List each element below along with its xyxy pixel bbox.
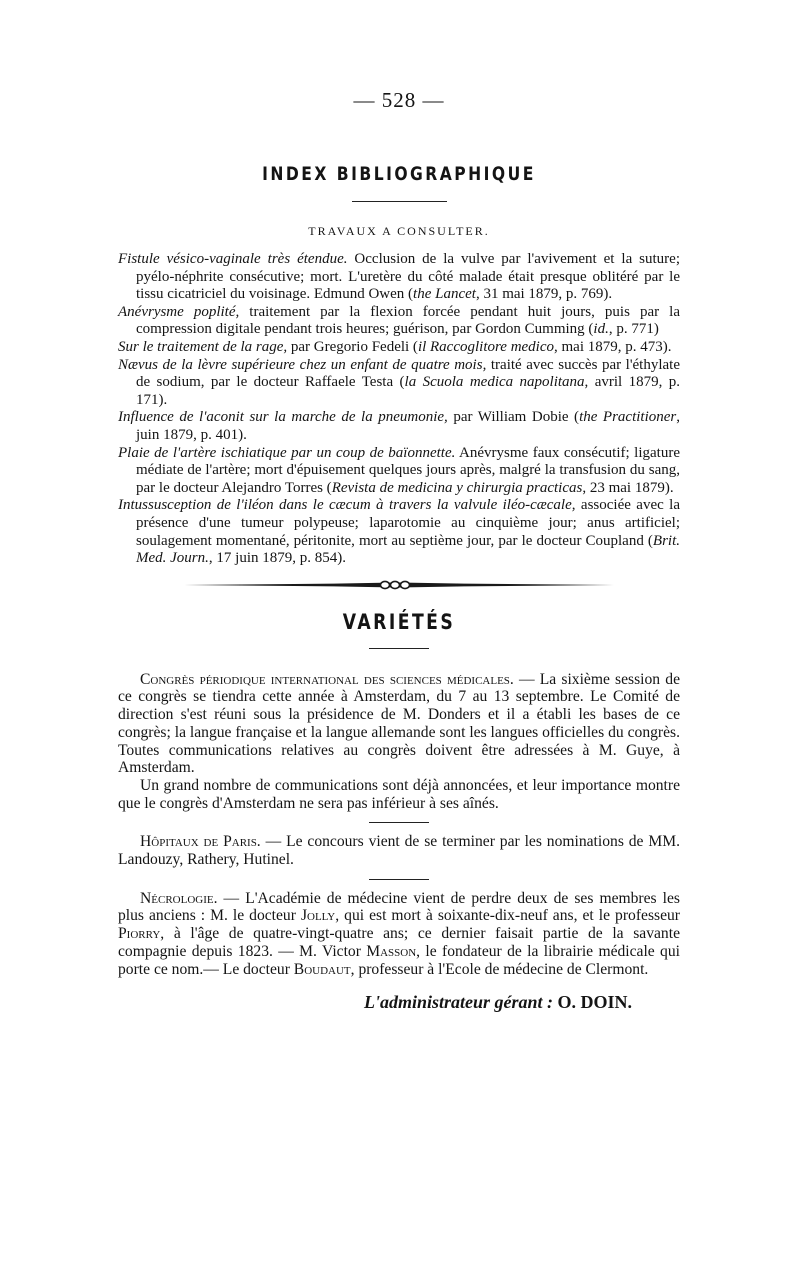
index-subtitle: TRAVAUX A CONSULTER. (308, 224, 490, 238)
bibliography-entry: Fistule vésico-vaginale très étendue. Occlusion de la vulve par l'avivement et la suture; pyélo-néphrite consécutive; mort. L'uretère du côté malade était presque oblitéré par le tissu cicatriciel du voisinage. Edmund Owen (the Lancet, 31 mai 1879, p. 769). (118, 251, 680, 303)
ornament-divider (118, 580, 680, 590)
index-title: INDEX BIBLIOGRAPHIQUE (262, 163, 536, 185)
bibliography-entry: Intussusception de l'iléon dans le cæcum à travers la valvule iléo-cæcale, associée avec la présence d'une tumeur polypeuse; laparotomie au cinquième jour; anus artificiel; soulagement momentané, péritonite, mort au septième jour, par le docteur Coupland (Brit. Med. Journ., 17 juin 1879, p. 854). (118, 497, 680, 567)
bibliography-entry: Sur le traitement de la rage, par Gregorio Fedeli (il Raccoglitore medico, mai 1879, p. 473). (118, 338, 672, 355)
section-rule (369, 879, 429, 880)
title-rule (352, 201, 447, 202)
bibliography-entry: Influence de l'aconit sur la marche de la pneumonie, par William Dobie (the Practitioner, juin 1879, p. 401). (118, 409, 680, 443)
news-section (118, 671, 680, 979)
varietes-title: VARIÉTÉS (342, 609, 456, 634)
congres-heading: Congrès périodique international des sciences médicales. (140, 670, 514, 688)
signature-name: O. DOIN. (557, 992, 632, 1013)
congres-paragraph-2: Un grand nombre de communications sont déjà annoncées, et leur importance montre que le congrès d'Amsterdam ne sera pas inférieur à ses aînés. (118, 776, 680, 812)
document-page (118, 88, 680, 1013)
signature-role: L'administrateur gérant : (363, 992, 553, 1013)
hopitaux-heading: Hôpitaux de Paris. (140, 833, 261, 851)
necrologie-heading: Nécrologie. (140, 889, 218, 907)
bibliography-list (118, 251, 680, 568)
page-number: — 528 — (353, 88, 445, 112)
bibliography-entry: Anévrysme poplité, traitement par la flexion forcée pendant huit jours, puis par la compression digitale pendant trois heures; guérison, par Gordon Cumming (id., p. 771) (118, 303, 680, 338)
signature (118, 992, 680, 1013)
hopitaux-paragraph: Hôpitaux de Paris. — Le concours vient de se terminer par les nominations de MM. Landouzy, Rathery, Hutinel. (118, 833, 680, 869)
necrologie-paragraph: Nécrologie. — L'Académie de médecine vient de perdre deux de ses membres les plus anciens : M. le docteur Jolly, qui est mort à soixante-dix-neuf ans, et le professeur Piorry, à l'âge de quatre-vingt-quatre ans; ce dernier faisait partie de la savante compagnie depuis 1823. — M. Victor Masson, le fondateur de la librairie médicale qui porte ce nom.— Le docteur Boudaut, professeur à l'Ecole de médecine de Clermont. (118, 889, 680, 978)
bibliography-entry: Plaie de l'artère ischiatique par un coup de baïonnette. Anévrysme faux consécutif; ligature médiate de l'artère; mort d'épuisement quelques jours après, malgré la transfusion du sang, par le docteur Alejandro Torres (Revista de medicina y chirurgia practicas, 23 mai 1879). (118, 444, 680, 496)
congres-paragraph: Congrès périodique international des sciences médicales. — La sixième session de ce congrès se tiendra cette année à Amsterdam, du 7 au 13 septembre. Le Comité de direction s'est réuni sous la présidence de M. Donders et il a établi les bases de ce congrès; la langue française et la langue allemande sont les langues officielles du congrès. Toutes communications relatives au congrès doivent être adressées à M. Guye, à Amsterdam. (118, 670, 680, 777)
section-rule (369, 822, 429, 823)
varietes-rule (369, 648, 429, 649)
bibliography-entry: Nævus de la lèvre supérieure chez un enfant de quatre mois, traité avec succès par l'éthylate de sodium, par le docteur Raffaele Testa (la Scuola medica napolitana, avril 1879, p. 171). (118, 356, 680, 408)
